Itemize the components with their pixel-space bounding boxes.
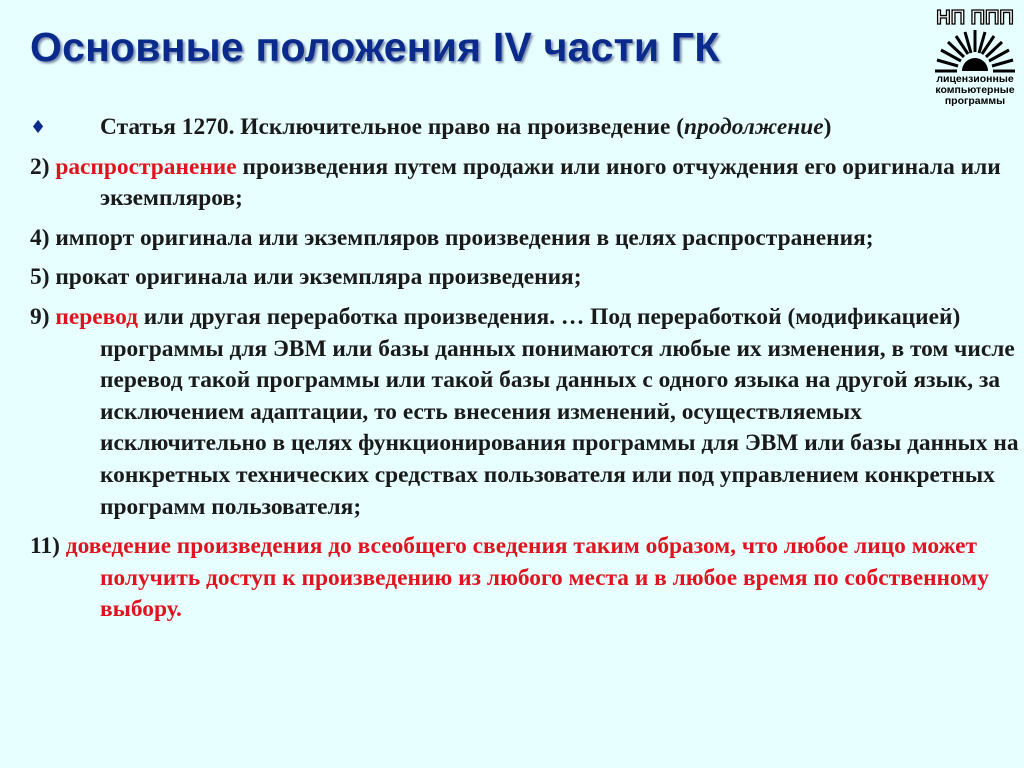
slide-body (30, 112, 1020, 634)
item-2-text: произведения путем продажи или иного отчуждения его оригинала или экземпляров; (100, 153, 1001, 212)
logo-abbr: НП ППП (936, 7, 1014, 29)
item-9-term: перевод (55, 303, 138, 330)
lead-text-start: Статья 1270. Исключительное право на произведение ( (100, 114, 685, 140)
list-item-4 (30, 223, 1020, 255)
slide-title: Основные положения IV части ГК (30, 24, 720, 70)
list-item-9 (30, 302, 1020, 523)
list-item-2 (30, 152, 1020, 215)
item-9-text: или другая переработка произведения. … Под переработкой (модификацией) программы для ЭВМ или базы данных понимаются любые их изменения, в том числе перевод такой программы или такой базы данных с одного языка на другой язык, за исключением адаптации, то есть внесения изменений, осуществляемых исключительно в целях функционирования программы для ЭВМ или базы данных на конкретных технических средствах пользователя или под управлением конкретных программ пользователя; (100, 303, 1019, 520)
lead-text-end: ) (823, 114, 832, 140)
lead-text-italic: продолжение (684, 114, 824, 140)
lead-paragraph (30, 112, 1020, 144)
item-11-number: 11) (30, 533, 66, 560)
item-5-text: 5) прокат оригинала или экземпляра произведения; (30, 264, 582, 291)
item-11-term: доведение произведения до всеобщего сведения таким образом, что любое лицо может получить доступ к произведению из любого места и в любое время по собственному выбору. (65, 533, 989, 623)
logo-line-1: лицензионные (936, 73, 1014, 85)
np-ppp-logo (926, 2, 1024, 106)
item-2-term: распространение (55, 153, 237, 180)
logo-line-2: компьютерные (935, 84, 1015, 96)
sun-core-icon (962, 58, 988, 71)
diamond-bullet-icon: ♦ (30, 117, 47, 138)
list-item-11 (30, 531, 1020, 626)
item-4-text: 4) импорт оригинала или экземпляров произведения в целях распространения; (30, 224, 874, 251)
item-9-number: 9) (30, 303, 56, 330)
list-item-5 (30, 262, 1020, 294)
item-2-number: 2) (30, 153, 56, 180)
logo-line-3: программы (944, 95, 1006, 106)
